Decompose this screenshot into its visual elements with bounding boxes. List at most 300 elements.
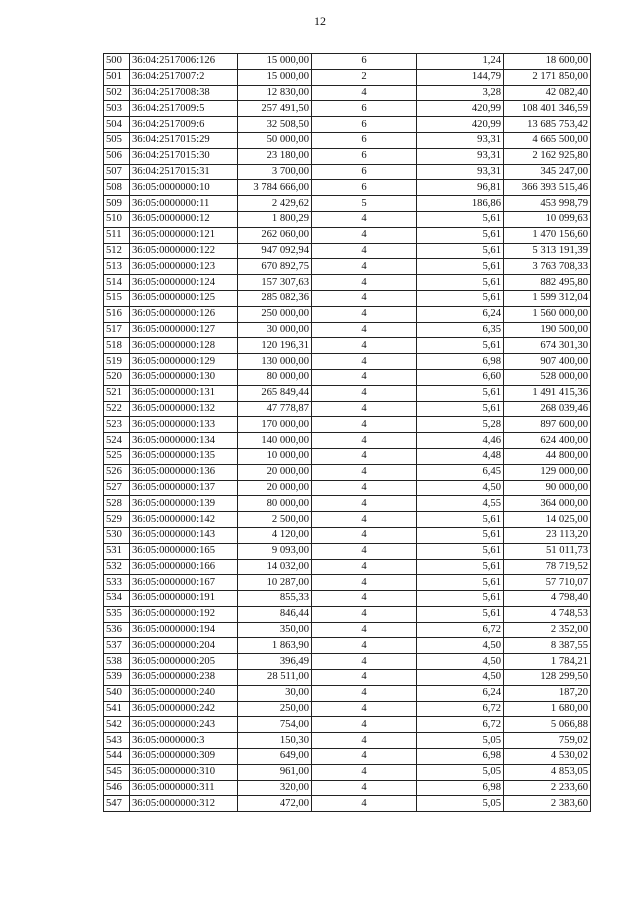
rate-cell: 5,61: [417, 512, 504, 528]
table-row: [104, 132, 591, 148]
table-row: [104, 275, 591, 291]
group-cell: 4: [312, 543, 417, 559]
row-number-cell: 501: [104, 69, 130, 85]
value-cell: 190 500,00: [504, 322, 591, 338]
group-cell: 4: [312, 559, 417, 575]
value-cell: 14 025,00: [504, 512, 591, 528]
cadastral-number-cell: 36:05:0000000:194: [130, 622, 238, 638]
rate-cell: 1,24: [417, 54, 504, 70]
rate-cell: 5,61: [417, 575, 504, 591]
area-cell: 961,00: [238, 764, 312, 780]
cadastral-number-cell: 36:05:0000000:121: [130, 227, 238, 243]
group-cell: 4: [312, 654, 417, 670]
group-cell: 4: [312, 385, 417, 401]
cadastral-number-cell: 36:05:0000000:165: [130, 543, 238, 559]
table-row: [104, 733, 591, 749]
rate-cell: 5,28: [417, 417, 504, 433]
cadastral-number-cell: 36:04:2517015:30: [130, 148, 238, 164]
group-cell: 4: [312, 290, 417, 306]
group-cell: 4: [312, 433, 417, 449]
value-cell: 129 000,00: [504, 464, 591, 480]
area-cell: 14 032,00: [238, 559, 312, 575]
group-cell: 4: [312, 306, 417, 322]
row-number-cell: 536: [104, 622, 130, 638]
row-number-cell: 516: [104, 306, 130, 322]
area-cell: 396,49: [238, 654, 312, 670]
cadastral-number-cell: 36:04:2517009:6: [130, 117, 238, 133]
table-row: [104, 322, 591, 338]
value-cell: 345 247,00: [504, 164, 591, 180]
value-cell: 882 495,80: [504, 275, 591, 291]
rate-cell: 420,99: [417, 101, 504, 117]
table-row: [104, 527, 591, 543]
table-row: [104, 575, 591, 591]
rate-cell: 5,61: [417, 559, 504, 575]
row-number-cell: 534: [104, 591, 130, 607]
rate-cell: 5,05: [417, 733, 504, 749]
row-number-cell: 511: [104, 227, 130, 243]
table-row: [104, 259, 591, 275]
area-cell: 4 120,00: [238, 527, 312, 543]
cadastral-number-cell: 36:05:0000000:11: [130, 196, 238, 212]
area-cell: 257 491,50: [238, 101, 312, 117]
value-cell: 1 491 415,36: [504, 385, 591, 401]
area-cell: 350,00: [238, 622, 312, 638]
rate-cell: 5,61: [417, 275, 504, 291]
rate-cell: 5,61: [417, 338, 504, 354]
cadastral-number-cell: 36:05:0000000:135: [130, 448, 238, 464]
value-cell: 3 763 708,33: [504, 259, 591, 275]
group-cell: 4: [312, 211, 417, 227]
rate-cell: 5,61: [417, 211, 504, 227]
rate-cell: 144,79: [417, 69, 504, 85]
rate-cell: 5,61: [417, 527, 504, 543]
row-number-cell: 508: [104, 180, 130, 196]
rate-cell: 6,35: [417, 322, 504, 338]
table-row: [104, 448, 591, 464]
value-cell: 187,20: [504, 685, 591, 701]
area-cell: 28 511,00: [238, 670, 312, 686]
row-number-cell: 515: [104, 290, 130, 306]
group-cell: 4: [312, 527, 417, 543]
area-cell: 1 863,90: [238, 638, 312, 654]
group-cell: 6: [312, 180, 417, 196]
table-row: [104, 622, 591, 638]
row-number-cell: 521: [104, 385, 130, 401]
area-cell: 140 000,00: [238, 433, 312, 449]
row-number-cell: 519: [104, 354, 130, 370]
row-number-cell: 500: [104, 54, 130, 70]
table-row: [104, 338, 591, 354]
area-cell: 846,44: [238, 606, 312, 622]
value-cell: 2 171 850,00: [504, 69, 591, 85]
value-cell: 1 680,00: [504, 701, 591, 717]
row-number-cell: 523: [104, 417, 130, 433]
cadastral-number-cell: 36:05:0000000:310: [130, 764, 238, 780]
table-row: [104, 543, 591, 559]
value-cell: 128 299,50: [504, 670, 591, 686]
group-cell: 4: [312, 575, 417, 591]
group-cell: 4: [312, 243, 417, 259]
group-cell: 4: [312, 338, 417, 354]
table-row: [104, 433, 591, 449]
group-cell: 4: [312, 749, 417, 765]
row-number-cell: 526: [104, 464, 130, 480]
row-number-cell: 502: [104, 85, 130, 101]
value-cell: 2 233,60: [504, 780, 591, 796]
row-number-cell: 504: [104, 117, 130, 133]
cadastral-number-cell: 36:05:0000000:192: [130, 606, 238, 622]
cadastral-number-cell: 36:05:0000000:167: [130, 575, 238, 591]
cadastral-number-cell: 36:05:0000000:123: [130, 259, 238, 275]
cadastral-number-cell: 36:05:0000000:127: [130, 322, 238, 338]
rate-cell: 4,48: [417, 448, 504, 464]
group-cell: 6: [312, 54, 417, 70]
cadastral-number-cell: 36:05:0000000:309: [130, 749, 238, 765]
row-number-cell: 542: [104, 717, 130, 733]
area-cell: 250,00: [238, 701, 312, 717]
rate-cell: 4,55: [417, 496, 504, 512]
rate-cell: 5,61: [417, 606, 504, 622]
table-row: [104, 464, 591, 480]
rate-cell: 96,81: [417, 180, 504, 196]
area-cell: 320,00: [238, 780, 312, 796]
table-row: [104, 654, 591, 670]
rate-cell: 5,05: [417, 764, 504, 780]
group-cell: 4: [312, 780, 417, 796]
cadastral-number-cell: 36:05:0000000:126: [130, 306, 238, 322]
rate-cell: 420,99: [417, 117, 504, 133]
cadastral-number-cell: 36:04:2517015:29: [130, 132, 238, 148]
value-cell: 18 600,00: [504, 54, 591, 70]
row-number-cell: 528: [104, 496, 130, 512]
row-number-cell: 513: [104, 259, 130, 275]
row-number-cell: 525: [104, 448, 130, 464]
rate-cell: 6,98: [417, 354, 504, 370]
value-cell: 2 383,60: [504, 796, 591, 812]
table-row: [104, 796, 591, 812]
table-row: [104, 306, 591, 322]
rate-cell: 4,50: [417, 480, 504, 496]
group-cell: 4: [312, 796, 417, 812]
value-cell: 10 099,63: [504, 211, 591, 227]
cadastral-number-cell: 36:05:0000000:133: [130, 417, 238, 433]
table-row: [104, 290, 591, 306]
value-cell: 5 313 191,39: [504, 243, 591, 259]
table-row: [104, 496, 591, 512]
value-cell: 8 387,55: [504, 638, 591, 654]
group-cell: 6: [312, 101, 417, 117]
row-number-cell: 540: [104, 685, 130, 701]
area-cell: 265 849,44: [238, 385, 312, 401]
cadastral-number-cell: 36:05:0000000:3: [130, 733, 238, 749]
rate-cell: 6,72: [417, 622, 504, 638]
area-cell: 30,00: [238, 685, 312, 701]
area-cell: 15 000,00: [238, 54, 312, 70]
table-row: [104, 54, 591, 70]
cadastral-number-cell: 36:05:0000000:132: [130, 401, 238, 417]
table-row: [104, 559, 591, 575]
group-cell: 4: [312, 480, 417, 496]
area-cell: 3 700,00: [238, 164, 312, 180]
value-cell: 366 393 515,46: [504, 180, 591, 196]
table-row: [104, 591, 591, 607]
table-row: [104, 638, 591, 654]
row-number-cell: 507: [104, 164, 130, 180]
row-number-cell: 527: [104, 480, 130, 496]
table-row: [104, 211, 591, 227]
value-cell: 44 800,00: [504, 448, 591, 464]
table-row: [104, 227, 591, 243]
group-cell: 2: [312, 69, 417, 85]
cadastral-number-cell: 36:04:2517015:31: [130, 164, 238, 180]
group-cell: 4: [312, 591, 417, 607]
table-row: [104, 606, 591, 622]
rate-cell: 5,61: [417, 385, 504, 401]
row-number-cell: 503: [104, 101, 130, 117]
value-cell: 90 000,00: [504, 480, 591, 496]
area-cell: 80 000,00: [238, 369, 312, 385]
row-number-cell: 547: [104, 796, 130, 812]
rate-cell: 6,60: [417, 369, 504, 385]
cadastral-number-cell: 36:04:2517009:5: [130, 101, 238, 117]
row-number-cell: 514: [104, 275, 130, 291]
table-row: [104, 164, 591, 180]
area-cell: 262 060,00: [238, 227, 312, 243]
cadastral-number-cell: 36:05:0000000:125: [130, 290, 238, 306]
rate-cell: 6,72: [417, 717, 504, 733]
rate-cell: 3,28: [417, 85, 504, 101]
value-cell: 57 710,07: [504, 575, 591, 591]
group-cell: 4: [312, 717, 417, 733]
cadastral-number-cell: 36:05:0000000:243: [130, 717, 238, 733]
land-parcels-table: [103, 53, 591, 812]
group-cell: 4: [312, 701, 417, 717]
area-cell: 3 784 666,00: [238, 180, 312, 196]
group-cell: 4: [312, 322, 417, 338]
rate-cell: 5,61: [417, 543, 504, 559]
row-number-cell: 517: [104, 322, 130, 338]
cadastral-number-cell: 36:04:2517007:2: [130, 69, 238, 85]
table-row: [104, 243, 591, 259]
cadastral-number-cell: 36:05:0000000:143: [130, 527, 238, 543]
cadastral-number-cell: 36:05:0000000:12: [130, 211, 238, 227]
value-cell: 453 998,79: [504, 196, 591, 212]
area-cell: 170 000,00: [238, 417, 312, 433]
row-number-cell: 512: [104, 243, 130, 259]
row-number-cell: 545: [104, 764, 130, 780]
value-cell: 364 000,00: [504, 496, 591, 512]
group-cell: 4: [312, 685, 417, 701]
value-cell: 4 530,02: [504, 749, 591, 765]
area-cell: 10 287,00: [238, 575, 312, 591]
table-row: [104, 385, 591, 401]
cadastral-number-cell: 36:04:2517006:126: [130, 54, 238, 70]
cadastral-number-cell: 36:05:0000000:142: [130, 512, 238, 528]
table-row: [104, 69, 591, 85]
row-number-cell: 524: [104, 433, 130, 449]
table-row: [104, 354, 591, 370]
row-number-cell: 510: [104, 211, 130, 227]
area-cell: 9 093,00: [238, 543, 312, 559]
area-cell: 157 307,63: [238, 275, 312, 291]
rate-cell: 6,24: [417, 685, 504, 701]
row-number-cell: 543: [104, 733, 130, 749]
group-cell: 4: [312, 733, 417, 749]
row-number-cell: 522: [104, 401, 130, 417]
value-cell: 268 039,46: [504, 401, 591, 417]
value-cell: 5 066,88: [504, 717, 591, 733]
row-number-cell: 538: [104, 654, 130, 670]
cadastral-number-cell: 36:05:0000000:312: [130, 796, 238, 812]
group-cell: 4: [312, 401, 417, 417]
area-cell: 50 000,00: [238, 132, 312, 148]
table-row: [104, 701, 591, 717]
rate-cell: 5,05: [417, 796, 504, 812]
cadastral-number-cell: 36:05:0000000:129: [130, 354, 238, 370]
cadastral-number-cell: 36:05:0000000:240: [130, 685, 238, 701]
area-cell: 472,00: [238, 796, 312, 812]
area-cell: 649,00: [238, 749, 312, 765]
table-row: [104, 417, 591, 433]
area-cell: 47 778,87: [238, 401, 312, 417]
rate-cell: 4,50: [417, 638, 504, 654]
group-cell: 4: [312, 670, 417, 686]
area-cell: 947 092,94: [238, 243, 312, 259]
rate-cell: 186,86: [417, 196, 504, 212]
value-cell: 1 470 156,60: [504, 227, 591, 243]
area-cell: 15 000,00: [238, 69, 312, 85]
cadastral-number-cell: 36:05:0000000:191: [130, 591, 238, 607]
table-row: [104, 196, 591, 212]
area-cell: 32 508,50: [238, 117, 312, 133]
cadastral-number-cell: 36:05:0000000:128: [130, 338, 238, 354]
table-row: [104, 369, 591, 385]
group-cell: 6: [312, 117, 417, 133]
value-cell: 4 798,40: [504, 591, 591, 607]
value-cell: 42 082,40: [504, 85, 591, 101]
value-cell: 13 685 753,42: [504, 117, 591, 133]
area-cell: 10 000,00: [238, 448, 312, 464]
group-cell: 6: [312, 164, 417, 180]
row-number-cell: 506: [104, 148, 130, 164]
group-cell: 6: [312, 148, 417, 164]
rate-cell: 5,61: [417, 227, 504, 243]
row-number-cell: 544: [104, 749, 130, 765]
rate-cell: 5,61: [417, 591, 504, 607]
row-number-cell: 535: [104, 606, 130, 622]
value-cell: 1 784,21: [504, 654, 591, 670]
value-cell: 2 162 925,80: [504, 148, 591, 164]
row-number-cell: 533: [104, 575, 130, 591]
cadastral-number-cell: 36:05:0000000:311: [130, 780, 238, 796]
group-cell: 4: [312, 85, 417, 101]
value-cell: 897 600,00: [504, 417, 591, 433]
value-cell: 23 113,20: [504, 527, 591, 543]
area-cell: 150,30: [238, 733, 312, 749]
cadastral-number-cell: 36:05:0000000:238: [130, 670, 238, 686]
group-cell: 4: [312, 448, 417, 464]
group-cell: 4: [312, 496, 417, 512]
row-number-cell: 537: [104, 638, 130, 654]
table-row: [104, 480, 591, 496]
rate-cell: 6,98: [417, 749, 504, 765]
group-cell: 6: [312, 132, 417, 148]
row-number-cell: 539: [104, 670, 130, 686]
table-row: [104, 764, 591, 780]
page-number: 12: [314, 14, 326, 28]
rate-cell: 5,61: [417, 259, 504, 275]
table-row: [104, 670, 591, 686]
cadastral-number-cell: 36:05:0000000:124: [130, 275, 238, 291]
group-cell: 4: [312, 622, 417, 638]
value-cell: 674 301,30: [504, 338, 591, 354]
rate-cell: 4,46: [417, 433, 504, 449]
table-row: [104, 180, 591, 196]
value-cell: 4 748,53: [504, 606, 591, 622]
cadastral-number-cell: 36:05:0000000:10: [130, 180, 238, 196]
area-cell: 1 800,29: [238, 211, 312, 227]
cadastral-number-cell: 36:05:0000000:131: [130, 385, 238, 401]
group-cell: 4: [312, 764, 417, 780]
table-row: [104, 749, 591, 765]
group-cell: 4: [312, 512, 417, 528]
value-cell: 4 665 500,00: [504, 132, 591, 148]
row-number-cell: 529: [104, 512, 130, 528]
value-cell: 4 853,05: [504, 764, 591, 780]
area-cell: 23 180,00: [238, 148, 312, 164]
value-cell: 907 400,00: [504, 354, 591, 370]
area-cell: 250 000,00: [238, 306, 312, 322]
area-cell: 120 196,31: [238, 338, 312, 354]
table-row: [104, 85, 591, 101]
area-cell: 30 000,00: [238, 322, 312, 338]
row-number-cell: 520: [104, 369, 130, 385]
group-cell: 4: [312, 369, 417, 385]
cadastral-number-cell: 36:05:0000000:122: [130, 243, 238, 259]
row-number-cell: 505: [104, 132, 130, 148]
area-cell: 2 500,00: [238, 512, 312, 528]
row-number-cell: 531: [104, 543, 130, 559]
cadastral-number-cell: 36:05:0000000:130: [130, 369, 238, 385]
row-number-cell: 530: [104, 527, 130, 543]
table-row: [104, 685, 591, 701]
value-cell: 108 401 346,59: [504, 101, 591, 117]
table-row: [104, 512, 591, 528]
area-cell: 12 830,00: [238, 85, 312, 101]
value-cell: 528 000,00: [504, 369, 591, 385]
cadastral-number-cell: 36:05:0000000:242: [130, 701, 238, 717]
area-cell: 670 892,75: [238, 259, 312, 275]
table-row: [104, 117, 591, 133]
row-number-cell: 546: [104, 780, 130, 796]
rate-cell: 93,31: [417, 148, 504, 164]
group-cell: 5: [312, 196, 417, 212]
value-cell: 759,02: [504, 733, 591, 749]
value-cell: 51 011,73: [504, 543, 591, 559]
cadastral-number-cell: 36:05:0000000:137: [130, 480, 238, 496]
area-cell: 754,00: [238, 717, 312, 733]
area-cell: 130 000,00: [238, 354, 312, 370]
group-cell: 4: [312, 464, 417, 480]
row-number-cell: 532: [104, 559, 130, 575]
row-number-cell: 541: [104, 701, 130, 717]
cadastral-number-cell: 36:05:0000000:139: [130, 496, 238, 512]
area-cell: 20 000,00: [238, 480, 312, 496]
table-row: [104, 148, 591, 164]
rate-cell: 6,45: [417, 464, 504, 480]
value-cell: 2 352,00: [504, 622, 591, 638]
